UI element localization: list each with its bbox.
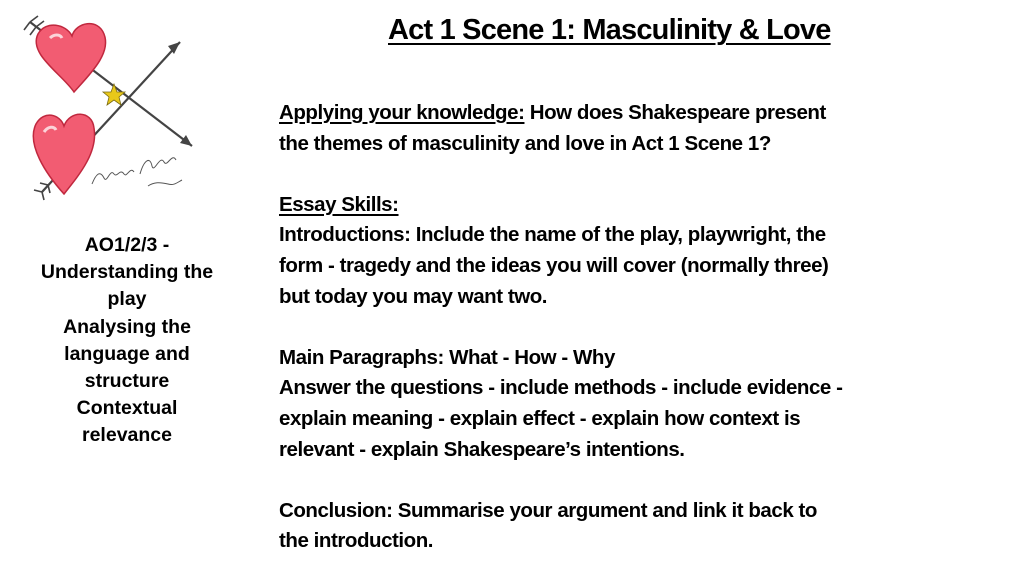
introductions-line: form - tragedy and the ideas you will cover (normally three) <box>279 253 829 277</box>
ao-line: AO1/2/3 - <box>84 234 170 256</box>
ao-line: relevance <box>82 424 172 447</box>
ao-line: Analysing the <box>63 315 191 338</box>
conclusion-line: the introduction. <box>279 529 434 553</box>
spacer <box>279 159 969 190</box>
ao-line: language and <box>64 342 190 365</box>
ao-line: play <box>107 288 147 311</box>
main-content <box>279 98 969 557</box>
ao-line: Contextual <box>76 397 178 420</box>
conclusion-line: Conclusion: Summarise your argument and link it back to <box>279 498 817 522</box>
main-paragraphs-line: Main Paragraphs: What - How - Why <box>279 345 615 369</box>
main-paragraphs-line: relevant - explain Shakespeare’s intentions. <box>279 437 685 461</box>
main-paragraphs-line: explain meaning - explain effect - explain how context is <box>279 406 801 430</box>
applying-question-text: How does Shakespeare present <box>524 101 826 124</box>
slide-title: Act 1 Scene 1: Masculinity & Love <box>388 14 831 46</box>
main-paragraphs-line: Answer the questions - include methods - include evidence - <box>279 376 843 400</box>
applying-heading: Applying your knowledge: <box>279 101 525 124</box>
assessment-objectives <box>16 232 238 450</box>
ao-line: Understanding the <box>40 261 214 284</box>
introductions-line: but today you may want two. <box>279 284 548 308</box>
applying-question-line <box>279 98 969 129</box>
introductions-line: Introductions: Include the name of the play, playwright, the <box>279 223 826 247</box>
essay-skills-heading: Essay Skills: <box>279 192 399 216</box>
spacer <box>279 465 969 496</box>
essay-skills-heading-line <box>279 190 969 221</box>
spacer <box>279 312 969 343</box>
ao-line: structure <box>84 370 170 393</box>
hearts-and-arrows-icon <box>22 14 202 206</box>
applying-question-line: the themes of masculinity and love in Act 1 Scene 1? <box>279 131 771 155</box>
